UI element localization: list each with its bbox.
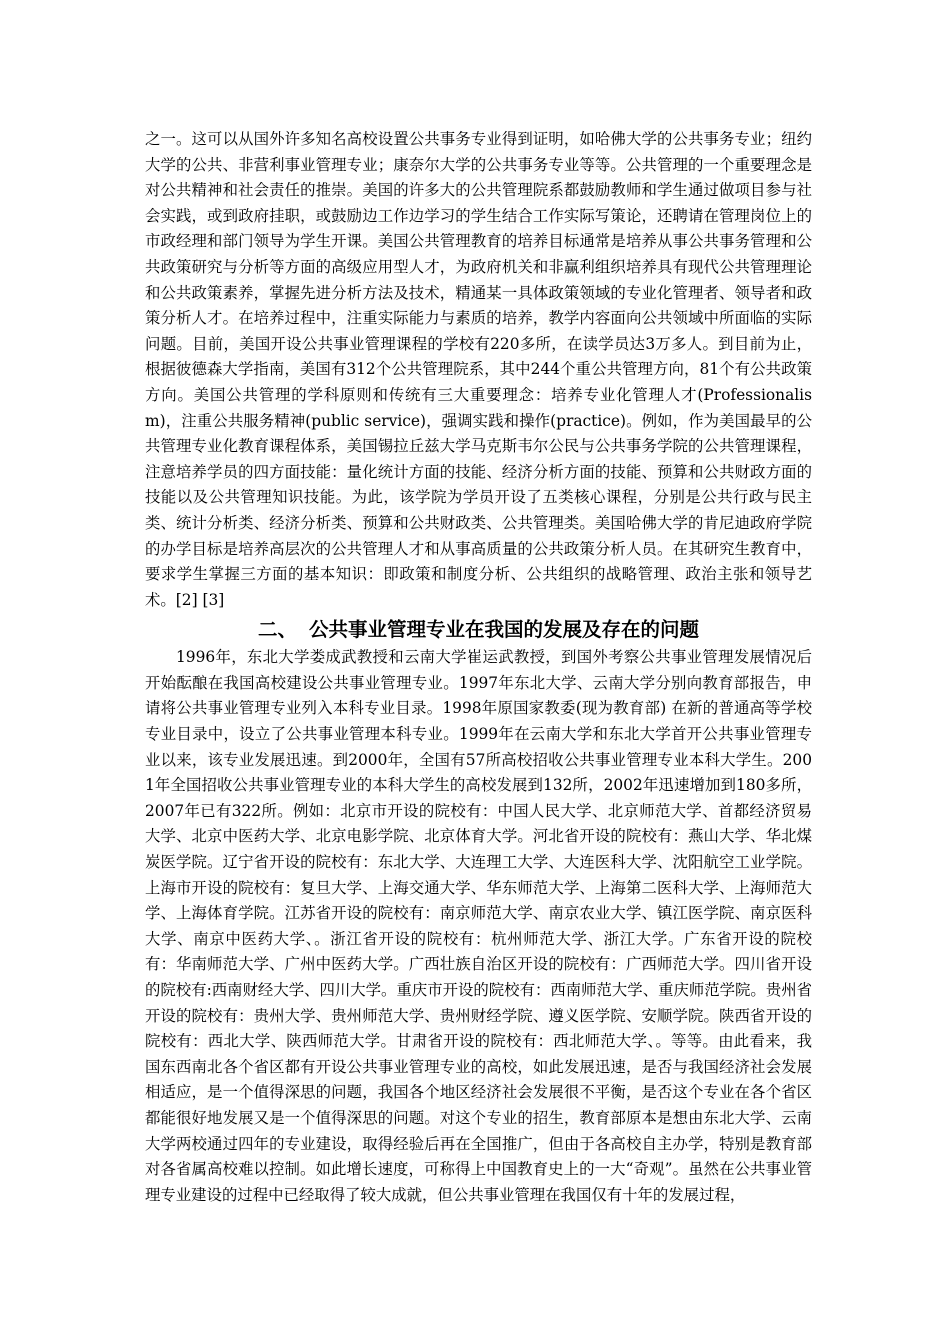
section-heading-text: 公共事业管理专业在我国的发展及存在的问题 <box>309 618 700 642</box>
body-paragraph-1: 之一。这可以从国外许多知名高校设置公共事务专业得到证明，如哈佛大学的公共事务专业；纽约大学的公共、非营利事业管理专业；康奈尔大学的公共事务专业等等。公共管理的一个重要理念是对公共精神和社会责任的推崇。美国的许多大的公共管理院系都鼓励教师和学生通过做项目参与社会实践，或到政府挂职，或鼓励边工作边学习的学生结合工作实际写策论，还聘请在管理岗位上的市政经理和部门领导为学生开课。美国公共管理教育的培养目标通常是培养从事公共事务管理和公共政策研究与分析等方面的高级应用型人才，为政府机关和非赢利组织培养具有现代公共管理理论和公共政策素养，掌握先进分析方法及技术，精通某一具体政策领域的专业化管理者、领导者和政策分析人才。在培养过程中，注重实际能力与素质的培养，教学内容面向公共领域中所面临的实际问题。目前，美国开设公共事业管理课程的学校有220多所，在读学员达3万多人。到目前为止，根据彼德森大学指南，美国有312个公共管理院系，其中244个重公共管理方向，81个有公共政策方向。美国公共管理的学科原则和传统有三大重要理念：培养专业化管理人才(Professionalism)，注重公共服务精神(public service)，强调实践和操作(practice)。例如，作为美国最早的公共管理专业化教育课程体系，美国锡拉丘兹大学马克斯韦尔公民与公共事务学院的公共管理课程，注意培养学员的四方面技能：量化统计方面的技能、经济分析方面的技能、预算和公共财政方面的技能以及公共管理知识技能。为此，该学院为学员开设了五类核心课程，分别是公共行政与民主类、统计分析类、经济分析类、预算和公共财政类、公共管理类。美国哈佛大学的肯尼迪政府学院的办学目标是培养高层次的公共管理人才和从事高质量的公共政策分析人员。在其研究生教育中，要求学生掌握三方面的基本知识：即政策和制度分析、公共组织的战略管理、政治主张和领导艺术。[2] [3] <box>145 130 812 609</box>
body-paragraph-2: 1996年，东北大学娄成武教授和云南大学崔运武教授，到国外考察公共事业管理发展情况后开始酝酿在我国高校建设公共事业管理专业。1997年东北大学、云南大学分别向教育部报告，申请将公共事业管理专业列入本科专业目录。1998年原国家教委(现为教育部) 在新的普通高等学校专业目录中，设立了公共事业管理本科专业。1999年在云南大学和东北大学首开公共事业管理专业以来，该专业发展迅速。到2000年，全国有57所高校招收公共事业管理专业本科大学生。2001年全国招收公共事业管理专业的本科大学生的高校发展到132所，2002年迅速增加到180多所，2007年已有322所。例如：北京市开设的院校有：中国人民大学、北京师范大学、首都经济贸易大学、北京中医药大学、北京电影学院、北京体育大学。河北省开设的院校有：燕山大学、华北煤炭医学院。辽宁省开设的院校有：东北大学、大连理工大学、大连医科大学、沈阳航空工业学院。上海市开设的院校有：复旦大学、上海交通大学、华东师范大学、上海第二医科大学、上海师范大学、上海体育学院。江苏省开设的院校有：南京师范大学、南京农业大学、镇江医学院、南京医科大学、南京中医药大学、。浙江省开设的院校有：杭州师范大学、浙江大学。广东省开设的院校有：华南师范大学、广州中医药大学。广西壮族自治区开设的院校有：广西师范大学。四川省开设的院校有:西南财经大学、四川大学。重庆市开设的院校有：西南师范大学、重庆师范学院。贵州省开设的院校有：贵州大学、贵州师范大学、贵州财经学院、遵义医学院、安顺学院。陕西省开设的院校有：西北大学、陕西师范大学。甘肃省开设的院校有：西北师范大学、。等等。由此看来，我国东西南北各个省区都有开设公共事业管理专业的高校，如此发展迅速，是否与我国经济社会发展相适应，是一个值得深思的问题，我国各个地区经济社会发展很不平衡，是否这个专业在各个省区都能很好地发展又是一个值得深思的问题。对这个专业的招生，教育部原本是想由东北大学、云南大学两校通过四年的专业建设，取得经验后再在全国推广，但由于各高校自主办学，特别是教育部对各省属高校难以控制。如此增长速度，可称得上中国教育史上的一大“奇观”。虽然在公共事业管理专业建设的过程中已经取得了较大成就，但公共事业管理在我国仅有十年的发展过程， <box>145 648 812 1204</box>
document-page <box>145 127 812 1208</box>
section-heading <box>145 616 812 644</box>
section-heading-number: 二、 <box>257 618 297 642</box>
